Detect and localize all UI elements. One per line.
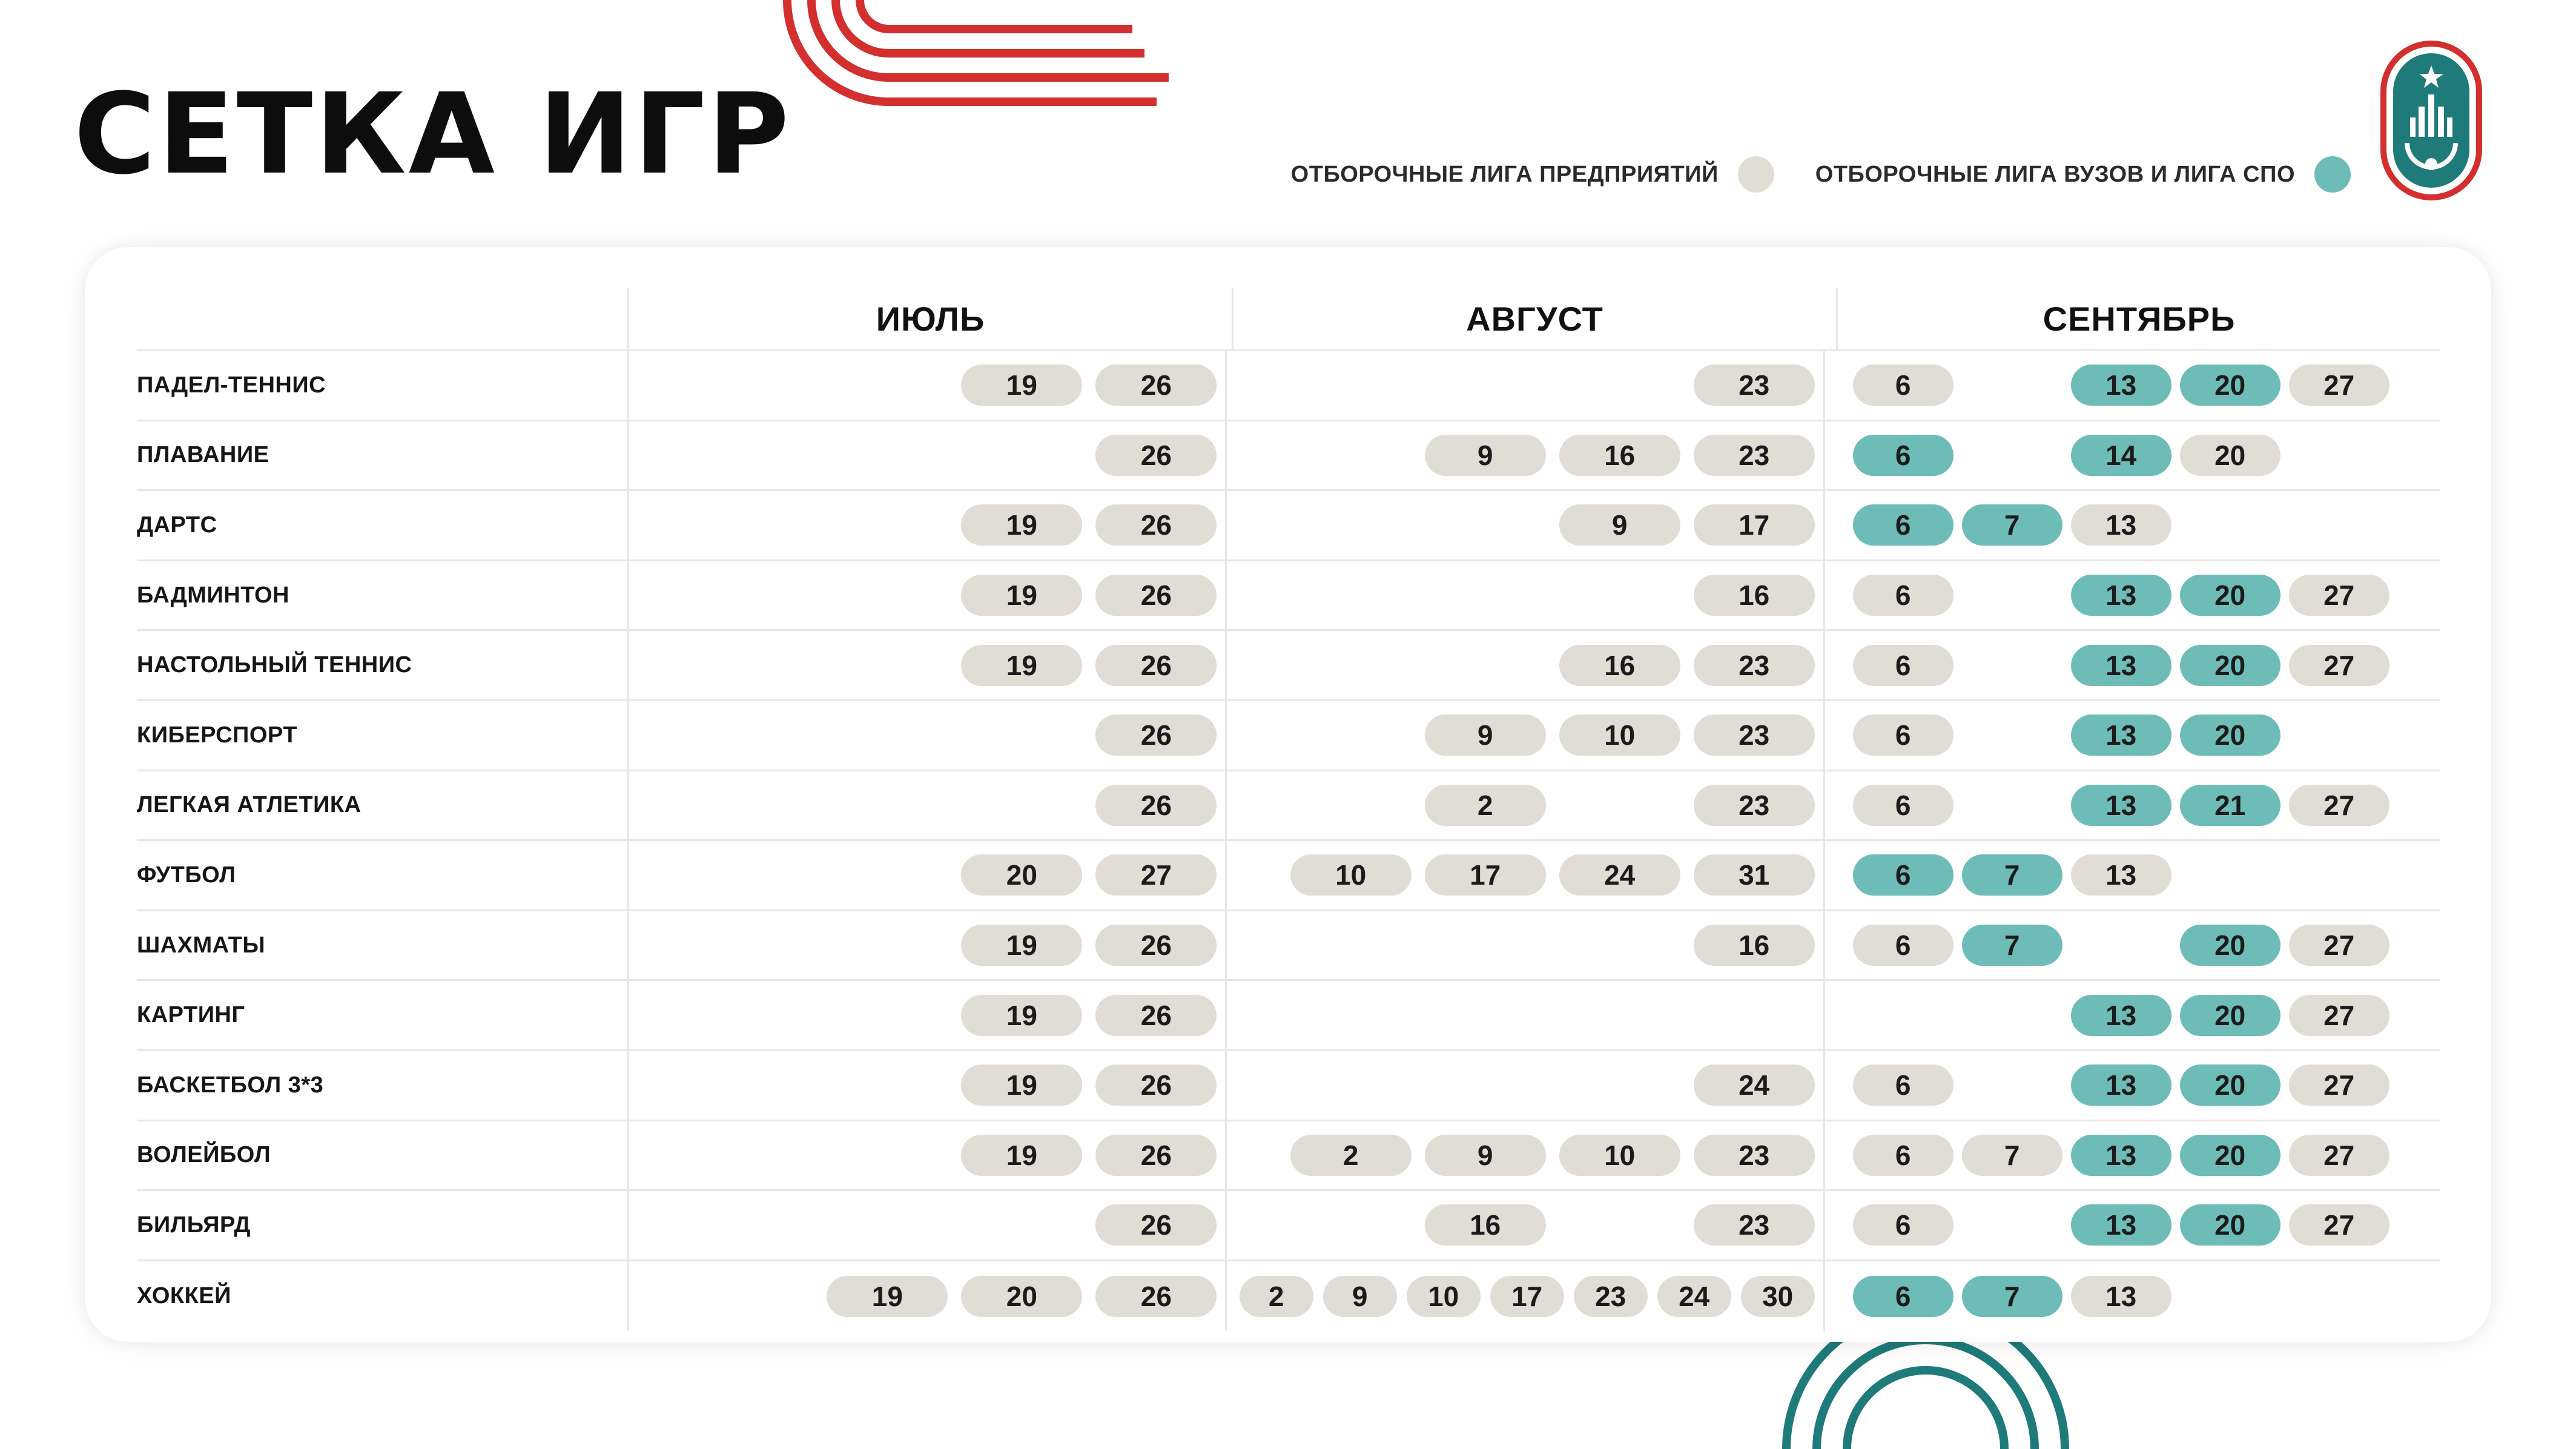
- pill-placeholder: [1559, 925, 1680, 966]
- table-header-row: [137, 288, 2440, 351]
- date-pill-ent: 26: [1095, 365, 1217, 406]
- sport-name: БАСКЕТБОЛ 3*3: [137, 1072, 324, 1098]
- table-row: [137, 1191, 2440, 1261]
- date-pill-ent: 6: [1853, 785, 1953, 826]
- date-pill-uni: 6: [1853, 504, 1953, 546]
- date-pill-uni: 20: [2180, 995, 2280, 1036]
- date-pill-ent: 31: [1694, 854, 1815, 896]
- date-pill-ent: 17: [1425, 854, 1546, 896]
- date-pill-uni: 6: [1853, 1276, 1953, 1317]
- date-pill-ent: 27: [2289, 995, 2389, 1036]
- date-pill-ent: 26: [1095, 1064, 1217, 1106]
- month-cell-september: [1823, 1051, 2440, 1120]
- date-pill-uni: 20: [2180, 1135, 2280, 1176]
- month-cell-september: [1823, 771, 2440, 840]
- emblem-logo: [2380, 40, 2483, 201]
- date-pill-ent: 24: [1657, 1276, 1731, 1317]
- date-pill-uni: 20: [2180, 715, 2280, 756]
- date-pill-ent: 9: [1559, 504, 1680, 546]
- date-pill-ent: 6: [1853, 715, 1953, 756]
- date-pill-ent: 7: [1962, 1135, 2062, 1176]
- date-pill-ent: 10: [1290, 854, 1412, 896]
- month-cell-september: [1823, 981, 2440, 1049]
- table-row: [137, 701, 2440, 771]
- date-pill-ent: 26: [1095, 435, 1217, 476]
- date-pill-uni: 6: [1853, 854, 1953, 896]
- date-pill-uni: 20: [2180, 365, 2280, 406]
- month-cell-july: [627, 981, 1225, 1049]
- month-cell-august: [1225, 981, 1823, 1049]
- date-pill-ent: 27: [2289, 925, 2389, 966]
- date-pill-ent: 27: [2289, 365, 2389, 406]
- date-pill-uni: 14: [2071, 435, 2171, 476]
- red-track-lines-decoration: [769, 0, 1169, 133]
- date-pill-ent: 6: [1853, 575, 1953, 616]
- date-pill-ent: 6: [1853, 1135, 1953, 1176]
- date-pill-ent: 6: [1853, 645, 1953, 686]
- sport-name: КАРТИНГ: [137, 1002, 245, 1028]
- date-pill-ent: 2: [1425, 785, 1546, 826]
- month-cell-august: [1225, 841, 1823, 909]
- table-row: [137, 1121, 2440, 1192]
- date-pill-ent: 24: [1559, 854, 1680, 896]
- month-cell-august: [1225, 491, 1823, 559]
- month-cell-july: [627, 911, 1225, 980]
- date-pill-ent: 16: [1425, 1204, 1546, 1246]
- teal-track-lines-decoration: [1774, 1332, 2077, 1449]
- month-cell-august: [1225, 911, 1823, 980]
- date-pill-ent: 2: [1290, 1135, 1412, 1176]
- sport-name: КИБЕРСПОРТ: [137, 722, 297, 748]
- pill-placeholder: [1962, 365, 2062, 406]
- date-pill-uni: 13: [2071, 645, 2171, 686]
- date-pill-uni: 7: [1962, 925, 2062, 966]
- date-pill-ent: 16: [1559, 435, 1680, 476]
- date-pill-ent: 27: [1095, 854, 1217, 896]
- date-pill-ent: 6: [1853, 925, 1953, 966]
- pill-placeholder: [1962, 435, 2062, 476]
- date-pill-uni: 21: [2180, 785, 2280, 826]
- pill-placeholder: [1962, 995, 2062, 1036]
- pill-placeholder: [1559, 785, 1680, 826]
- date-pill-ent: 26: [1095, 925, 1217, 966]
- date-pill-ent: 10: [1559, 715, 1680, 756]
- date-pill-ent: 9: [1323, 1276, 1397, 1317]
- date-pill-ent: 27: [2289, 575, 2389, 616]
- sport-name: ШАХМАТЫ: [137, 932, 266, 958]
- date-pill-ent: 23: [1694, 365, 1815, 406]
- date-pill-uni: 13: [2071, 1064, 2171, 1106]
- month-cell-july: [627, 771, 1225, 840]
- month-header-july: ИЮЛЬ: [627, 288, 1232, 349]
- date-pill-uni: 7: [1962, 504, 2062, 546]
- date-pill-uni: 6: [1853, 435, 1953, 476]
- legend-label-enterprise: ОТБОРОЧНЫЕ ЛИГА ПРЕДПРИЯТИЙ: [1290, 161, 1719, 187]
- legend: [1250, 156, 2351, 193]
- date-pill-ent: 23: [1694, 1204, 1815, 1246]
- pill-placeholder: [1290, 1204, 1412, 1246]
- month-cell-august: [1225, 1051, 1823, 1120]
- table-row: [137, 771, 2440, 842]
- pill-placeholder: [2071, 925, 2171, 966]
- pill-placeholder: [1425, 645, 1546, 686]
- date-pill-ent: 16: [1694, 575, 1815, 616]
- date-pill-ent: 2: [1240, 1276, 1313, 1317]
- table-row: [137, 561, 2440, 632]
- month-cell-september: [1823, 911, 2440, 980]
- table-row: [137, 1051, 2440, 1121]
- legend-swatch-enterprise: [1738, 156, 1774, 193]
- month-cell-july: [627, 1121, 1225, 1190]
- date-pill-ent: 9: [1425, 1135, 1546, 1176]
- date-pill-ent: 6: [1853, 1064, 1953, 1106]
- month-cell-july: [627, 1051, 1225, 1120]
- date-pill-ent: 27: [2289, 1135, 2389, 1176]
- pill-placeholder: [1559, 1204, 1680, 1246]
- date-pill-ent: 26: [1095, 1135, 1217, 1176]
- date-pill-ent: 13: [2071, 1276, 2171, 1317]
- date-pill-ent: 10: [1559, 1135, 1680, 1176]
- date-pill-ent: 13: [2071, 854, 2171, 896]
- date-pill-ent: 19: [961, 575, 1082, 616]
- month-header-september: СЕНТЯБРЬ: [1836, 288, 2440, 349]
- header-blank: [137, 288, 627, 349]
- pill-placeholder: [1853, 995, 1953, 1036]
- pill-placeholder: [1962, 1204, 2062, 1246]
- table-row: [137, 841, 2440, 911]
- sport-name: ФУТБОЛ: [137, 862, 236, 888]
- month-cell-august: [1225, 1191, 1823, 1259]
- date-pill-ent: 17: [1490, 1276, 1564, 1317]
- date-pill-ent: 19: [961, 365, 1082, 406]
- date-pill-ent: 26: [1095, 715, 1217, 756]
- date-pill-uni: 13: [2071, 785, 2171, 826]
- month-cell-july: [627, 631, 1225, 699]
- sport-name: НАСТОЛЬНЫЙ ТЕННИС: [137, 652, 412, 678]
- page-title: СЕТКА ИГР: [74, 70, 792, 199]
- date-pill-ent: 13: [2071, 504, 2171, 546]
- date-pill-ent: 19: [827, 1276, 948, 1317]
- legend-swatch-university: [2314, 156, 2351, 193]
- date-pill-ent: 20: [2180, 435, 2280, 476]
- month-cell-september: [1823, 631, 2440, 699]
- date-pill-ent: 19: [961, 504, 1082, 546]
- date-pill-ent: 19: [961, 645, 1082, 686]
- date-pill-ent: 16: [1559, 645, 1680, 686]
- sport-name: БИЛЬЯРД: [137, 1212, 251, 1238]
- date-pill-ent: 26: [1095, 575, 1217, 616]
- date-pill-ent: 27: [2289, 1064, 2389, 1106]
- table-row: [137, 491, 2440, 561]
- month-cell-september: [1823, 1261, 2440, 1332]
- date-pill-uni: 13: [2071, 1204, 2171, 1246]
- month-cell-september: [1823, 491, 2440, 559]
- month-cell-august: [1225, 1121, 1823, 1190]
- date-pill-ent: 23: [1694, 435, 1815, 476]
- legend-item-enterprise: [1291, 156, 1774, 193]
- pill-placeholder: [1962, 575, 2062, 616]
- pill-placeholder: [1962, 1064, 2062, 1106]
- pill-placeholder: [1962, 645, 2062, 686]
- date-pill-uni: 20: [2180, 575, 2280, 616]
- date-pill-ent: 9: [1425, 435, 1546, 476]
- month-cell-september: [1823, 1191, 2440, 1259]
- month-cell-september: [1823, 421, 2440, 490]
- table-row: [137, 1261, 2440, 1332]
- month-cell-july: [627, 351, 1225, 420]
- month-cell-august: [1225, 701, 1823, 770]
- date-pill-uni: 20: [2180, 1064, 2280, 1106]
- schedule-table: [137, 288, 2440, 1331]
- table-row: [137, 911, 2440, 982]
- table-row: [137, 631, 2440, 701]
- date-pill-uni: 13: [2071, 575, 2171, 616]
- date-pill-ent: 19: [961, 925, 1082, 966]
- date-pill-ent: 27: [2289, 785, 2389, 826]
- sport-name: БАДМИНТОН: [137, 582, 289, 608]
- sport-name: ХОККЕЙ: [137, 1283, 231, 1309]
- date-pill-ent: 26: [1095, 504, 1217, 546]
- date-pill-uni: 20: [2180, 1204, 2280, 1246]
- date-pill-ent: 27: [2289, 1204, 2389, 1246]
- date-pill-uni: 20: [2180, 925, 2280, 966]
- sport-name: ПЛАВАНИЕ: [137, 442, 269, 468]
- date-pill-uni: 7: [1962, 854, 2062, 896]
- date-pill-ent: 19: [961, 1135, 1082, 1176]
- month-cell-july: [627, 1191, 1225, 1259]
- sport-name: ПАДЕЛ-ТЕННИС: [137, 372, 326, 398]
- month-cell-august: [1225, 561, 1823, 630]
- month-header-august: АВГУСТ: [1232, 288, 1836, 349]
- table-row: [137, 421, 2440, 492]
- date-pill-uni: 13: [2071, 995, 2171, 1036]
- sport-name: ВОЛЕЙБОЛ: [137, 1142, 271, 1168]
- date-pill-ent: 26: [1095, 645, 1217, 686]
- date-pill-ent: 19: [961, 1064, 1082, 1106]
- date-pill-uni: 13: [2071, 715, 2171, 756]
- month-cell-september: [1823, 351, 2440, 420]
- month-cell-september: [1823, 701, 2440, 770]
- date-pill-ent: 19: [961, 995, 1082, 1036]
- month-cell-august: [1225, 421, 1823, 490]
- legend-item-university: [1815, 156, 2351, 193]
- date-pill-ent: 17: [1694, 504, 1815, 546]
- date-pill-ent: 23: [1694, 645, 1815, 686]
- legend-label-university: ОТБОРОЧНЫЕ ЛИГА ВУЗОВ И ЛИГА СПО: [1815, 161, 2295, 187]
- date-pill-ent: 26: [1095, 995, 1217, 1036]
- month-cell-july: [627, 421, 1225, 490]
- date-pill-ent: 10: [1407, 1276, 1481, 1317]
- month-cell-july: [627, 561, 1225, 630]
- date-pill-ent: 26: [1095, 1276, 1217, 1317]
- date-pill-ent: 30: [1741, 1276, 1815, 1317]
- date-pill-uni: 13: [2071, 365, 2171, 406]
- date-pill-ent: 26: [1095, 785, 1217, 826]
- date-pill-ent: 20: [961, 1276, 1082, 1317]
- month-cell-august: [1225, 351, 1823, 420]
- date-pill-ent: 27: [2289, 645, 2389, 686]
- date-pill-ent: 24: [1694, 1064, 1815, 1106]
- pill-placeholder: [1962, 715, 2062, 756]
- table-row: [137, 351, 2440, 421]
- date-pill-ent: 26: [1095, 1204, 1217, 1246]
- month-cell-august: [1225, 631, 1823, 699]
- table-row: [137, 981, 2440, 1051]
- date-pill-ent: 23: [1694, 785, 1815, 826]
- table-body: [137, 351, 2440, 1331]
- sport-name: ЛЕГКАЯ АТЛЕТИКА: [137, 792, 362, 818]
- date-pill-ent: 16: [1694, 925, 1815, 966]
- schedule-card: [85, 247, 2491, 1342]
- date-pill-ent: 20: [961, 854, 1082, 896]
- month-cell-august: [1225, 1261, 1823, 1332]
- month-cell-july: [627, 701, 1225, 770]
- date-pill-ent: 9: [1425, 715, 1546, 756]
- pill-placeholder: [1559, 575, 1680, 616]
- date-pill-ent: 6: [1853, 1204, 1953, 1246]
- month-cell-september: [1823, 561, 2440, 630]
- date-pill-uni: 20: [2180, 645, 2280, 686]
- month-cell-july: [627, 1261, 1225, 1332]
- month-cell-july: [627, 491, 1225, 559]
- month-cell-july: [627, 841, 1225, 909]
- date-pill-uni: 7: [1962, 1276, 2062, 1317]
- month-cell-september: [1823, 841, 2440, 909]
- date-pill-uni: 13: [2071, 1135, 2171, 1176]
- date-pill-ent: 23: [1694, 1135, 1815, 1176]
- month-cell-august: [1225, 771, 1823, 840]
- month-cell-september: [1823, 1121, 2440, 1190]
- sport-name: ДАРТС: [137, 512, 217, 538]
- date-pill-ent: 23: [1574, 1276, 1648, 1317]
- date-pill-ent: 23: [1694, 715, 1815, 756]
- pill-placeholder: [1962, 785, 2062, 826]
- date-pill-ent: 6: [1853, 365, 1953, 406]
